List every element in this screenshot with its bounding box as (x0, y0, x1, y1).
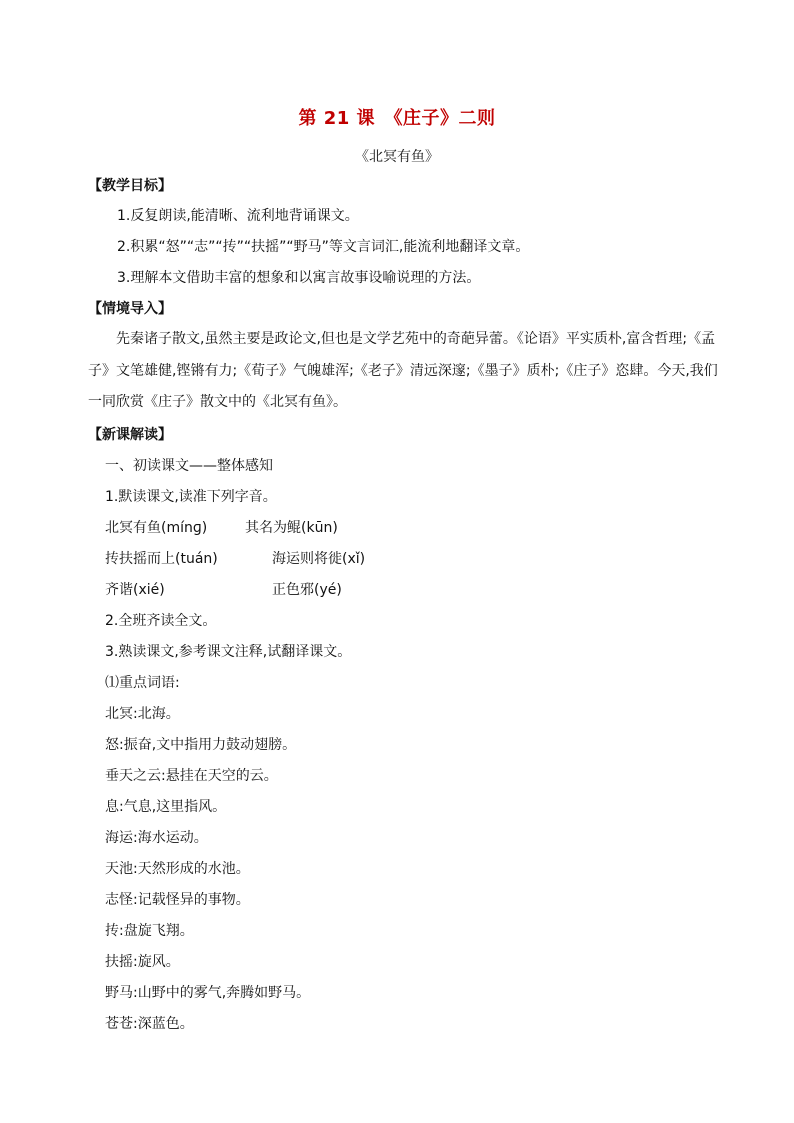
pron-b2: 海运则将徙(xǐ) (272, 551, 366, 567)
pron-b1: 抟扶摇而上(tuán) (105, 551, 218, 567)
pron-a2: 其名为鲲(kūn) (245, 520, 338, 536)
step-2: 2.全班齐读全文。 (105, 613, 217, 629)
step-3: 3.熟读课文,参考课文注释,试翻译课文。 (105, 644, 352, 660)
word-item: 怒:振奋,文中指用力鼓动翅膀。 (105, 737, 297, 753)
key-words-label: ⑴重点词语: (105, 675, 180, 691)
goal-2: 2.积累“怒”“志”“抟”“扶摇”“野马”等文言词汇,能流利地翻译文章。 (117, 239, 530, 255)
word-item: 扶摇:旋风。 (105, 954, 180, 970)
word-item: 息:气息,这里指风。 (105, 799, 227, 815)
goals-heading: 【教学目标】 (88, 178, 172, 194)
word-item: 抟:盘旋飞翔。 (105, 923, 194, 939)
word-item: 志怪:记载怪异的事物。 (105, 892, 250, 908)
new-lesson-heading: 【新课解读】 (88, 427, 172, 443)
word-item: 野马:山野中的雾气,奔腾如野马。 (105, 985, 311, 1001)
word-item: 北冥:北海。 (105, 706, 180, 722)
word-item: 海运:海水运动。 (105, 830, 208, 846)
goal-3: 3.理解本文借助丰富的想象和以寓言故事设喻说理的方法。 (117, 270, 481, 286)
pron-a1: 北冥有鱼(mínɡ) (105, 520, 208, 536)
word-item: 天池:天然形成的水池。 (105, 861, 250, 877)
pron-c1: 齐谐(xié) (105, 582, 165, 598)
goal-1: 1.反复朗读,能清晰、流利地背诵课文。 (117, 208, 359, 224)
part-1-title: 一、初读课文——整体感知 (105, 458, 273, 474)
word-item: 垂天之云:悬挂在天空的云。 (105, 768, 278, 784)
step-1: 1.默读课文,读准下列字音。 (105, 489, 277, 505)
lesson-subtitle: 《北冥有鱼》 (355, 149, 439, 165)
intro-paragraph: 先秦诸子散文,虽然主要是政论文,但也是文学艺苑中的奇葩异蕾。《论语》平实质朴,富含哲理;《孟子》文笔雄健,铿锵有力;《荀子》气魄雄浑;《老子》清远深邃;《墨子》质朴;《庄子》恣肆。今天,我们一同欣赏《庄子》散文中的《北冥有鱼》。 (88, 331, 718, 410)
word-item: 苍苍:深蓝色。 (105, 1016, 194, 1032)
intro-heading: 【情境导入】 (88, 301, 172, 317)
pron-c2: 正色邪(yé) (272, 582, 342, 598)
lesson-title: 第 21 课 《庄子》二则 (298, 108, 496, 129)
